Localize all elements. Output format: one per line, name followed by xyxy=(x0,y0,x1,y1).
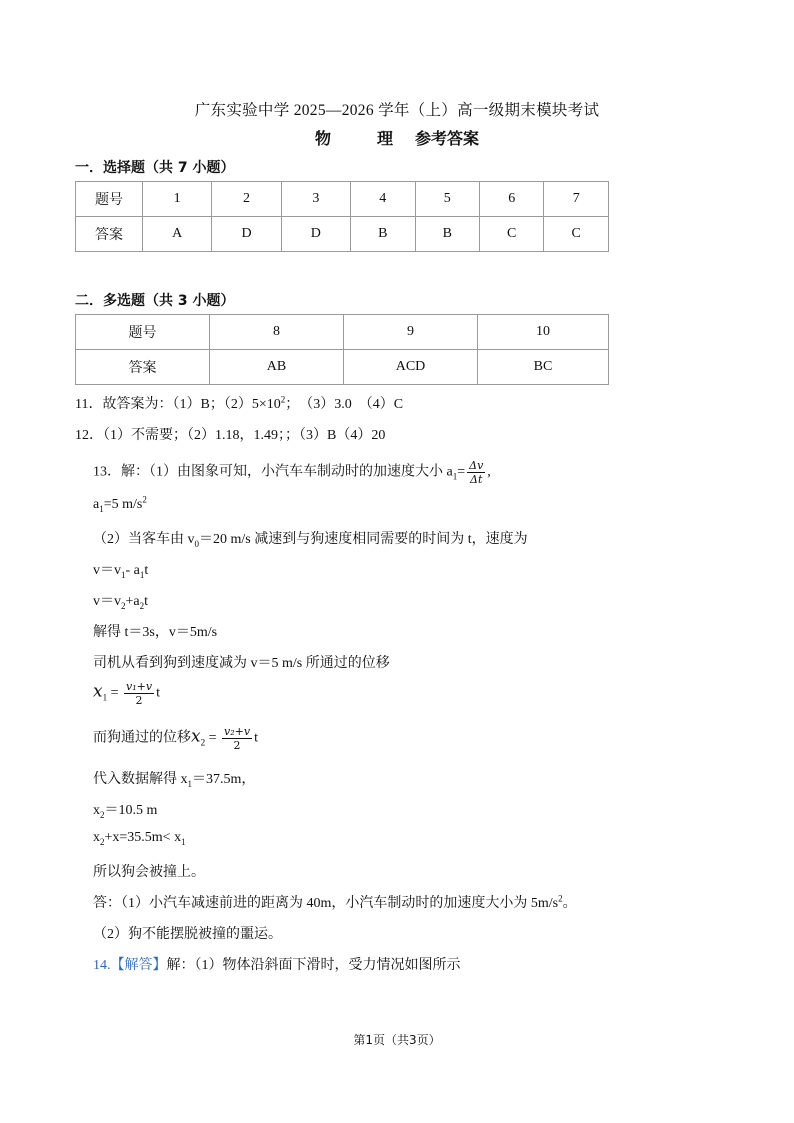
answer-cell: B xyxy=(415,217,479,252)
answer-cell: B xyxy=(351,217,415,252)
q13-driver: 司机从看到狗到速度减为 v＝5 m/s 所通过的位移 xyxy=(93,656,390,671)
subject-char-2: 理 xyxy=(376,131,393,148)
question-number: 2 xyxy=(212,182,281,217)
table-row xyxy=(76,217,609,252)
q13-answer-1: 答：（1）小汽车减速前进的距离为 40m，小汽车制动时的加速度大小为 $5m/s^2$。 xyxy=(93,893,577,911)
row-label-question: 题号 xyxy=(76,182,143,217)
answer-cell: D xyxy=(281,217,350,252)
subject-heading xyxy=(0,126,794,149)
subject-char-1: 物 xyxy=(314,131,331,148)
q13-a1-value: $a_1=5$ $m/s^2$ xyxy=(93,494,147,514)
exam-title: 广东实验中学 2025—2026 学年（上）高一级期末模块考试 xyxy=(194,102,600,119)
question-number: 8 xyxy=(210,315,344,350)
question-number: 1 xyxy=(143,182,212,217)
subject-suffix: 参考答案 xyxy=(415,131,480,148)
q13-solve: 解得 t＝3s，v＝5m/s xyxy=(93,625,218,640)
q14-label: 14.【解答】 xyxy=(93,958,167,973)
question-number: 5 xyxy=(415,182,479,217)
fraction-dv-dt: $\frac{\Delta v}{\Delta t}$ xyxy=(469,459,484,486)
answer-cell: AB xyxy=(210,350,344,385)
answer-cell: D xyxy=(212,217,281,252)
answer-cell: C xyxy=(544,217,609,252)
q13-x2-value: $x_2=10.5$ m xyxy=(93,803,158,820)
table-row xyxy=(76,350,609,385)
section2-heading: 二．多选题（共 3 小题） xyxy=(75,293,235,309)
question-number: 4 xyxy=(351,182,415,217)
answer-cell: A xyxy=(143,217,212,252)
answer-cell: C xyxy=(479,217,543,252)
q13-eq2: $v=v_2+a_2t$ xyxy=(93,594,148,611)
q13-x2-formula: 而狗通过的位移$x_2$ = $\frac{\text{v₂+v}}{2}$ t xyxy=(93,725,258,752)
q13-eq1: $v=v_1-$ $a_1t$ xyxy=(93,563,149,580)
q13-conclusion: 所以狗会被撞上。 xyxy=(93,865,205,880)
row-label-answer: 答案 xyxy=(76,350,210,385)
q14-intro: 14.【解答】解：（1）物体沿斜面下滑时，受力情况如图所示 xyxy=(93,958,461,973)
row-label-question: 题号 xyxy=(76,315,210,350)
q12-answer: 12．（1）不需要；（2）1.18，1.49；；（3）B（4）20 xyxy=(75,428,386,443)
q13-answer-2: （2）狗不能摆脱被撞的噩运。 xyxy=(93,927,282,942)
section2-table xyxy=(75,314,609,385)
q13-intro: 13．解：（1）由图象可知，小汽车车制动时的加速度大小 $a_1=$ $\frac{\Delta v}{\Delta t}$ , xyxy=(93,459,491,486)
q11-answer: 11．故答案为：（1）B；$(2)5\times 10^2$； （3）3.0 （4）C xyxy=(75,394,404,412)
table-row xyxy=(76,315,609,350)
fraction-x2: $\frac{\text{v₂+v}}{2}$ xyxy=(224,725,251,752)
row-label-answer: 答案 xyxy=(76,217,143,252)
table-row xyxy=(76,182,609,217)
answer-cell: ACD xyxy=(344,350,478,385)
section1-heading: 一．选择题（共 7 小题） xyxy=(75,160,235,176)
q13-substitution: 代入数据解得 $x_1=37.5m$， xyxy=(93,772,256,789)
question-number: 7 xyxy=(544,182,609,217)
question-number: 6 xyxy=(479,182,543,217)
page-footer: 第1页（共3页） xyxy=(353,1033,441,1047)
fraction-x1: $\frac{\text{v₁+v}}{2}$ xyxy=(126,680,153,707)
q13-part2: （2）当客车由 $v_0=20$ m/s 减速到与狗速度相同需要的时间为 t，速度为 xyxy=(93,532,528,549)
answer-cell: BC xyxy=(478,350,609,385)
question-number: 3 xyxy=(281,182,350,217)
question-number: 9 xyxy=(344,315,478,350)
section1-table xyxy=(75,181,609,252)
q13-x1-formula: $x_1$ = $\frac{\text{v₁+v}}{2}$ t xyxy=(93,680,160,707)
q13-comparison: $x_2+x=35.5m< x_1$ xyxy=(93,830,186,847)
question-number: 10 xyxy=(478,315,609,350)
